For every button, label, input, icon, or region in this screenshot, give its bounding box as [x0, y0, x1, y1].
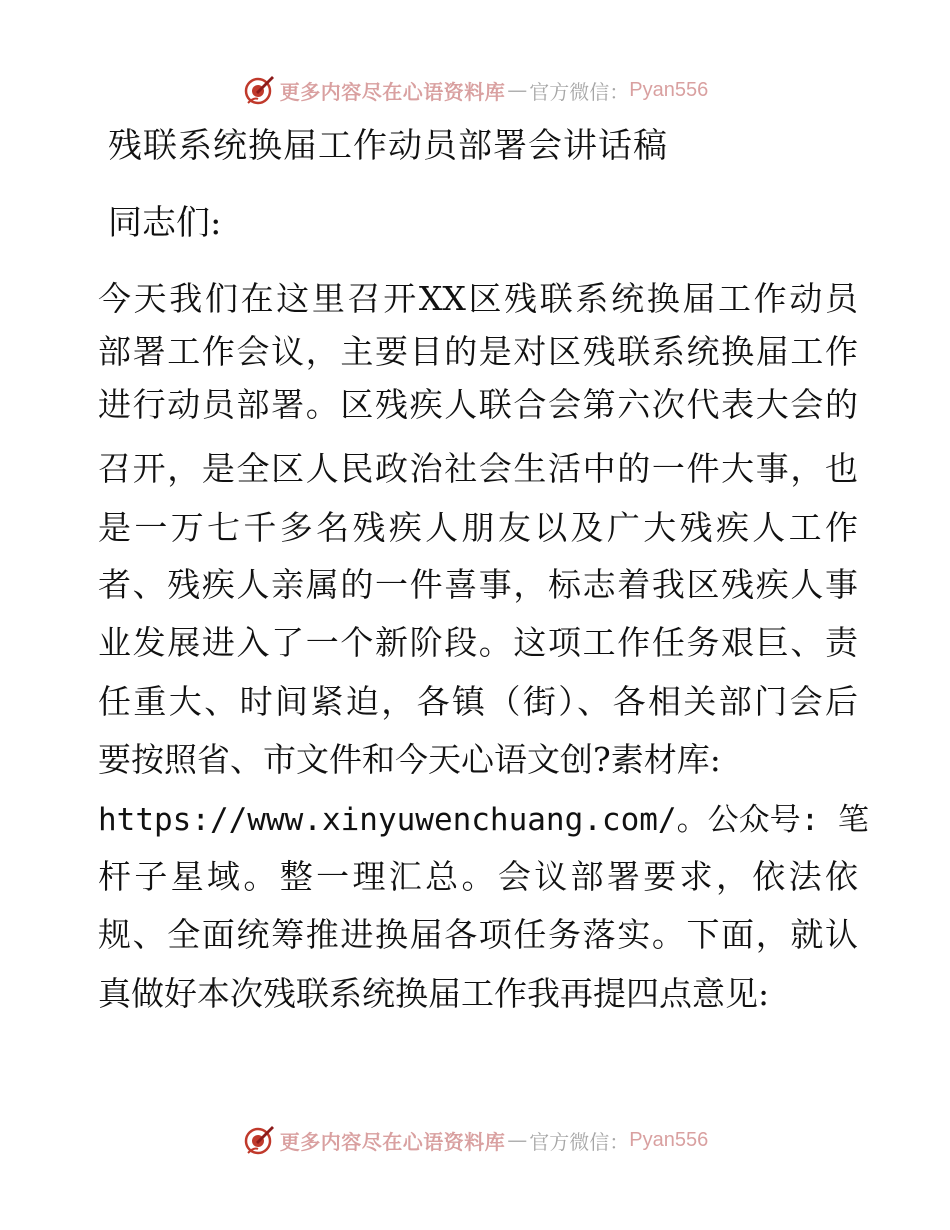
paragraph-line: 是一万七千多名残疾人朋友以及广大残疾人工作: [98, 508, 858, 547]
watermark-text: 更多内容尽在心语资料库: [279, 79, 506, 104]
pen-logo-icon: [242, 1123, 276, 1157]
paragraph-line: 进行动员部署。区残疾人联合会第六次代表大会的: [98, 385, 858, 424]
watermark-wechat-id: Pyan556: [629, 78, 709, 101]
document-title: 残联系统换届工作动员部署会讲话稿: [108, 126, 668, 166]
watermark-wechat-label: 官方微信：: [529, 1129, 630, 1154]
watermark-wechat-id: Pyan556: [629, 1128, 709, 1151]
paragraph-line-url: https://www.xinyuwenchuang.com/。公众号: 笔: [98, 802, 869, 838]
paragraph-line: 要按照省、市文件和今天心语文创?素材库:: [98, 740, 721, 779]
watermark-text: 更多内容尽在心语资料库: [279, 1129, 506, 1154]
paragraph-line: 规、全面统筹推进换届各项任务落实。下面，就认: [98, 915, 858, 954]
paragraph-line: 业发展进入了一个新阶段。这项工作任务艰巨、责: [98, 623, 858, 662]
pen-logo-icon: [242, 73, 276, 107]
paragraph-line: 者、残疾人亲属的一件喜事，标志着我区残疾人事: [98, 565, 858, 604]
paragraph-line: 真做好本次残联系统换届工作我再提四点意见:: [98, 974, 770, 1013]
footer-watermark: [0, 1120, 950, 1160]
paragraph-line: 部署工作会议，主要目的是对区残联系统换届工作: [98, 332, 858, 371]
header-watermark: [0, 70, 950, 110]
watermark-dash: —: [507, 78, 528, 102]
watermark-wechat-label: 官方微信：: [529, 79, 630, 104]
paragraph-line: 任重大、时间紧迫，各镇（街）、各相关部门会后: [98, 682, 858, 721]
watermark-dash: —: [507, 1128, 528, 1152]
paragraph-line: 召开，是全区人民政治社会生活中的一件大事，也: [98, 449, 858, 488]
paragraph-line: 今天我们在这里召开XX区残联系统换届工作动员: [98, 279, 858, 318]
salutation: 同志们:: [108, 203, 222, 243]
paragraph-line: 杆子星域。整一理汇总。会议部署要求，依法依: [98, 857, 858, 896]
